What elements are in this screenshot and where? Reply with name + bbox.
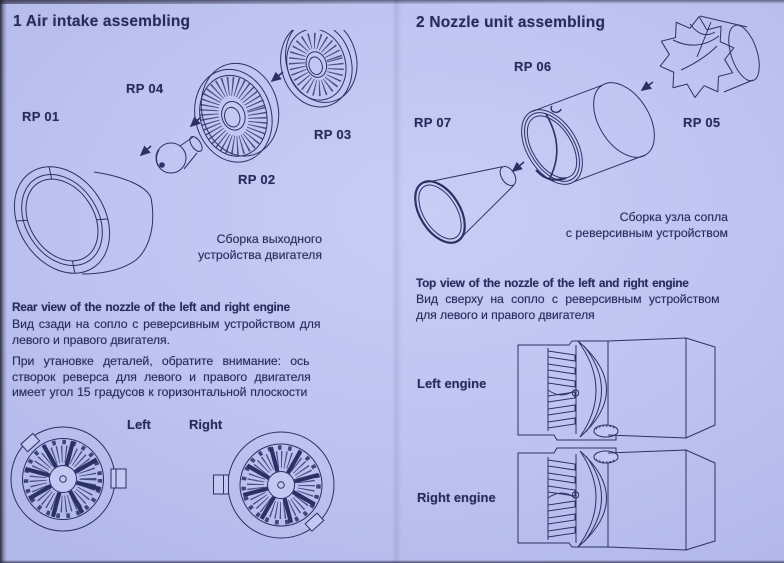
paragraph-line: створок реверса для левого и правого двигателя [12,369,311,384]
label-rp03: RP 03 [314,127,352,142]
rp03-fan-drawing [270,30,368,115]
top-view-right-engine-drawing [518,448,715,550]
paragraph-line: Вид сзади на сопло с реверсивным устройством для [12,317,321,331]
paragraph-line: имеет угол 15 градусов к горизонтальной плоскости [12,385,308,400]
section1-title: 1 Air intake assembling [13,13,191,30]
label-rp05: RP 05 [683,115,721,130]
paragraph-line: Вид сверху на сопло с реверсивным устройством [416,292,720,306]
caption-line: Сборка узла сопла [619,210,728,224]
assembly-arrows-right [513,82,653,171]
label-rp06: RP 06 [514,59,552,74]
top-view-left-engine-drawing [518,338,715,440]
label-left-engine: Left engine [417,376,487,391]
paragraph-line: для левого и правого двигателя [416,307,595,322]
note-paragraph [12,354,311,401]
caption-line: Сборка выходного [216,232,322,246]
label-rp07: RP 07 [414,115,452,130]
section2-title: 2 Nozzle unit assembling [416,14,606,31]
rear-view-heading: Rear view of the nozzle of the left and right engine [12,300,290,314]
rp04-spinner-drawing [156,134,205,173]
label-rp02: RP 02 [238,172,276,187]
top-view-diagram [392,330,784,563]
top-view-paragraph [416,292,720,323]
paragraph-line: При утановке деталей, обратите внимание: ось [12,354,310,368]
caption-nozzle-assembly [556,209,728,241]
caption-exhaust-assembly [188,231,322,263]
rear-view-diagram [0,414,392,563]
top-view-heading: Top view of the nozzle of the left and right engine [416,276,689,290]
label-rp01: RP 01 [22,109,60,124]
rp05-reverser-drawing [651,10,766,104]
rp07-cone-drawing [405,164,519,252]
rear-view-paragraph [12,317,320,348]
rear-view-left-nozzle-drawing [11,427,126,531]
rp06-barrel-drawing [509,72,667,195]
label-rp04: RP 04 [126,81,164,96]
rear-view-right-nozzle-drawing [214,432,335,538]
caption-line: устройства двигателя [198,248,322,262]
label-right-engine: Right engine [417,490,496,505]
paragraph-line: левого и правого двигателя. [12,332,170,347]
rp02-fan-drawing [183,54,291,171]
label-left-nozzle: Left [127,417,151,432]
label-right-nozzle: Right [189,417,223,432]
rp01-intake-cowl-drawing [0,149,153,291]
caption-line: с реверсивным устройством [565,226,728,240]
